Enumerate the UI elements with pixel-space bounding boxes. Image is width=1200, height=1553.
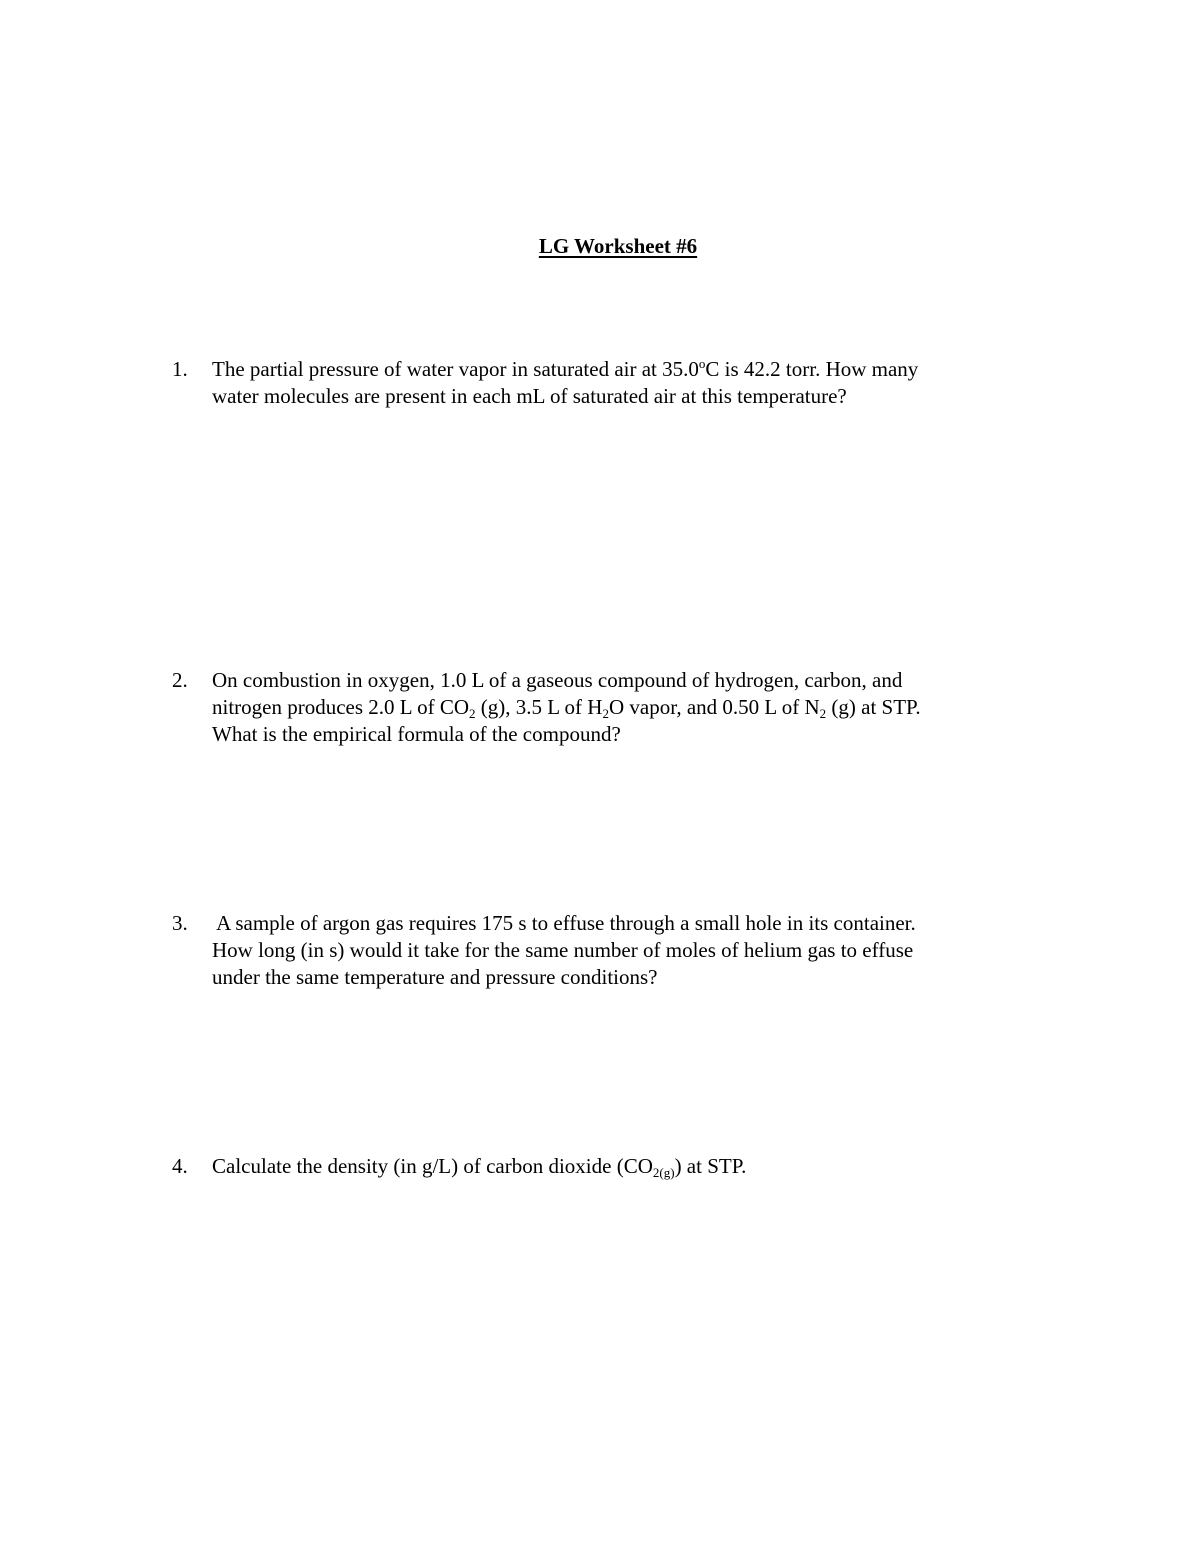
text-segment: Calculate the density (in g/L) of carbon dioxide (CO [212,1154,653,1178]
text-segment: The partial pressure of water vapor in saturated air at 35.0 [212,357,699,381]
question-3 [172,910,1032,991]
question-text [212,356,1032,410]
question-line: How long (in s) would it take for the same number of moles of helium gas to effuse [212,938,914,962]
question-line [212,1153,1032,1180]
question-number: 3. [172,911,188,935]
text-segment: C is 42.2 torr. How many [705,357,919,381]
subscript: 2 [602,706,609,721]
text-segment: (g), 3.5 L of H [475,695,603,719]
question-number: 1. [172,357,188,381]
text-segment: ) at STP. [674,1154,747,1178]
question-number: 4. [172,1154,188,1178]
question-line: On combustion in oxygen, 1.0 L of a gaseous compound of hydrogen, carbon, and [212,668,903,692]
question-4 [172,1153,1032,1180]
subscript: 2 [819,706,827,721]
question-number: 2. [172,668,188,692]
question-line: under the same temperature and pressure conditions? [212,965,658,989]
question-line [212,356,1032,383]
question-text [212,910,1032,991]
question-line [212,694,1032,721]
subscript: 2 [469,706,476,721]
text-segment: O vapor, and 0.50 L of N [608,695,820,719]
subscript: 2(g) [652,1165,675,1180]
question-2 [172,667,1032,748]
degree-superscript: o [698,356,706,371]
question-text [212,667,1032,748]
question-text [212,1153,1032,1180]
text-segment: (g) at STP. [826,695,921,719]
page-title: LG Worksheet #6 [538,234,698,258]
question-line: water molecules are present in each mL of saturated air at this temperature? [212,384,847,408]
question-line: What is the empirical formula of the compound? [212,722,621,746]
text-segment: nitrogen produces 2.0 L of CO [212,695,470,719]
question-1 [172,356,1032,410]
question-line: A sample of argon gas requires 175 s to effuse through a small hole in its container. [212,911,916,935]
